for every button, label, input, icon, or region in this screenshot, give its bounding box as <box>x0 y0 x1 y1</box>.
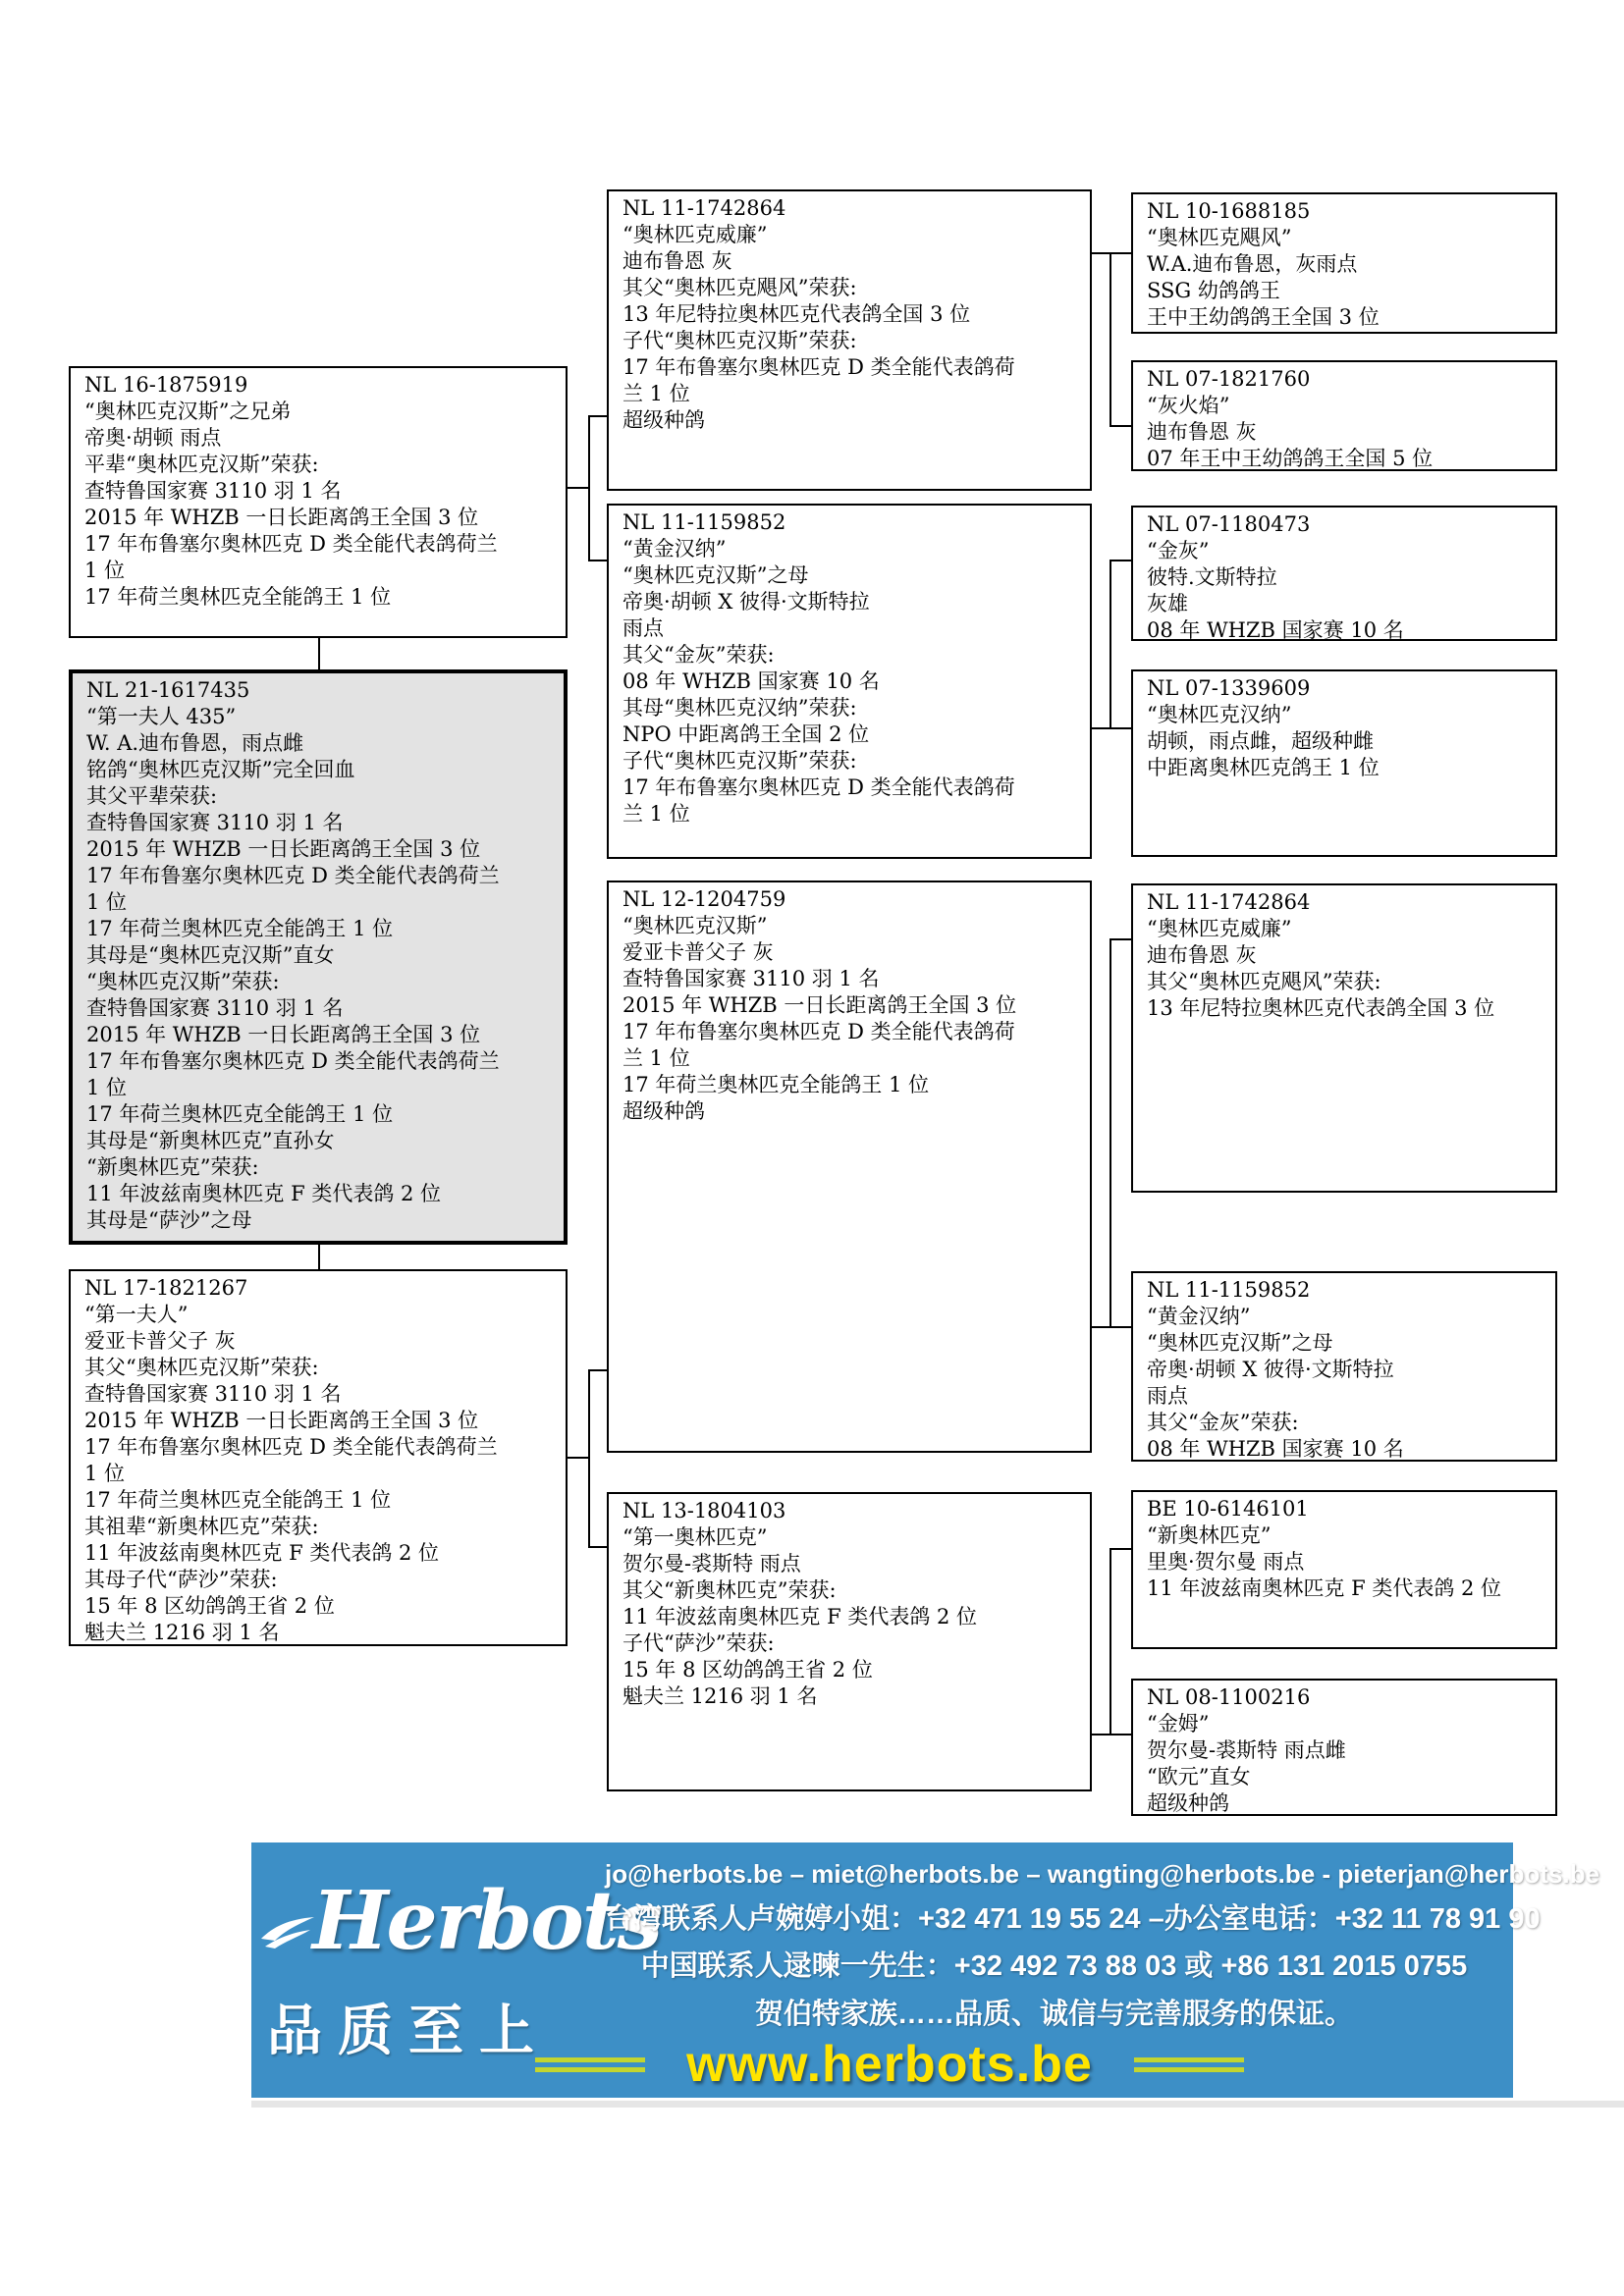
pedigree-line: 其父平辈荣获: <box>86 784 218 808</box>
pedigree-line: 其祖辈“新奥林匹克”荣获: <box>84 1515 319 1538</box>
pedigree-line: 其父“新奥林匹克”荣获: <box>623 1578 837 1602</box>
pedigree-line: 雨点 <box>1147 1384 1188 1408</box>
connector-line <box>588 1369 607 1371</box>
connector-line <box>568 1457 589 1459</box>
ring-number: NL 07-1821760 <box>1147 367 1311 391</box>
ring-number: NL 08-1100216 <box>1147 1685 1311 1709</box>
pedigree-line: “第一夫人” <box>84 1303 189 1326</box>
pedigree-line: “奥林匹克汉斯”之兄弟 <box>84 400 292 423</box>
ring-number: BE 10-6146101 <box>1147 1497 1309 1521</box>
connector-line <box>318 1245 320 1269</box>
pedigree-box-m3 <box>607 881 1092 1453</box>
pedigree-line: 查特鲁国家赛 3110 羽 1 名 <box>86 996 344 1020</box>
pedigree-line: 子代“萨沙”荣获: <box>623 1631 775 1655</box>
pedigree-line: “奥林匹克汉斯” <box>623 914 768 937</box>
divider-lines-left <box>535 2057 645 2072</box>
ring-number: NL 07-1180473 <box>1147 512 1311 536</box>
banner-url-row <box>497 2035 1282 2094</box>
ring-number: NL 21-1617435 <box>86 678 250 702</box>
connector-line <box>1110 1548 1131 1550</box>
pedigree-line: 其父“金灰”荣获: <box>623 643 775 667</box>
connector-line <box>1110 938 1131 940</box>
pedigree-box-r4 <box>1131 669 1557 857</box>
pedigree-line: 平辈“奥林匹克汉斯”荣获: <box>84 453 319 476</box>
pedigree-box-r5 <box>1131 883 1557 1193</box>
pedigree-line: “黄金汉纳” <box>623 537 727 561</box>
connector-line <box>1110 425 1131 427</box>
pedigree-line: 2015 年 WHZB 一日长距离鸽王全国 3 位 <box>84 1409 479 1432</box>
pedigree-line: 子代“奥林匹克汉斯”荣获: <box>623 329 857 352</box>
pedigree-line: 其母是“萨沙”之母 <box>86 1208 252 1232</box>
pedigree-line: 11 年波兹南奥林匹克 F 类代表鸽 2 位 <box>84 1541 440 1565</box>
pedigree-line: 17 年荷兰奥林匹克全能鸽王 1 位 <box>84 585 392 609</box>
pedigree-line: “欧元”直女 <box>1147 1765 1251 1789</box>
page-edge-line <box>251 2101 1624 2108</box>
pedigree-line: 17 年布鲁塞尔奥林匹克 D 类全能代表鸽荷兰 <box>86 864 500 887</box>
connector-line <box>1110 252 1111 427</box>
pedigree-box-r3 <box>1131 506 1557 641</box>
pedigree-line: 魁夫兰 1216 羽 1 名 <box>84 1621 280 1644</box>
pedigree-line: 超级种鸽 <box>623 1099 705 1123</box>
pedigree-line: 其父“奥林匹克飓风”荣获: <box>1147 970 1381 993</box>
pedigree-line: 帝奥·胡顿 X 彼得·文斯特拉 <box>1147 1358 1394 1381</box>
pedigree-line: “金灰” <box>1147 539 1210 562</box>
pedigree-line: 1 位 <box>84 1462 126 1485</box>
pedigree-line: 1 位 <box>84 559 126 582</box>
ring-number: NL 11-1742864 <box>1147 890 1311 914</box>
pedigree-box-l3 <box>69 1269 568 1646</box>
pedigree-box-m2 <box>607 504 1092 859</box>
connector-line <box>1110 560 1111 729</box>
pedigree-line: 迪布鲁恩 灰 <box>623 249 732 273</box>
pedigree-line: “奥林匹克汉斯”之母 <box>623 563 809 587</box>
banner-tagline: 贺伯特家族……品质、诚信与完善服务的保证。 <box>754 1999 1353 2030</box>
pedigree-line: 其父“金灰”荣获: <box>1147 1411 1299 1434</box>
connector-line <box>1092 1326 1131 1328</box>
pedigree-line: 08 年 WHZB 国家赛 10 名 <box>1147 618 1404 642</box>
pedigree-line: 子代“奥林匹克汉斯”荣获: <box>623 749 857 773</box>
pedigree-box-r8 <box>1131 1679 1557 1816</box>
connector-line <box>588 560 607 561</box>
connector-line <box>1110 938 1111 1328</box>
pedigree-line: 彼特.文斯特拉 <box>1147 565 1277 589</box>
connector-line <box>318 638 320 669</box>
pedigree-line: 雨点 <box>623 616 664 640</box>
pedigree-line: 里奥·贺尔曼 雨点 <box>1147 1550 1305 1574</box>
pedigree-line: 2015 年 WHZB 一日长距离鸽王全国 3 位 <box>86 837 481 861</box>
pedigree-line: 1 位 <box>86 1076 128 1099</box>
pedigree-line: 17 年荷兰奥林匹克全能鸽王 1 位 <box>84 1488 392 1512</box>
ring-number: NL 10-1688185 <box>1147 199 1311 223</box>
pedigree-line: 17 年荷兰奥林匹克全能鸽王 1 位 <box>86 917 394 940</box>
herbots-logo-subtext: 品质至上 <box>267 2000 550 2061</box>
pedigree-line: 胡顿，雨点雌，超级种雌 <box>1147 729 1374 753</box>
pedigree-line: 兰 1 位 <box>623 1046 690 1070</box>
pedigree-line: NPO 中距离鸽王全国 2 位 <box>623 722 870 746</box>
herbots-wing-icon <box>259 1909 318 1959</box>
pedigree-line: 其母是“奥林匹克汉斯”直女 <box>86 943 335 967</box>
pedigree-line: SSG 幼鸽鸽王 <box>1147 279 1280 302</box>
pedigree-line: “奥林匹克汉斯”之母 <box>1147 1331 1333 1355</box>
pedigree-line: “金姆” <box>1147 1712 1210 1735</box>
pedigree-line: 17 年荷兰奥林匹克全能鸽王 1 位 <box>86 1102 394 1126</box>
ring-number: NL 11-1159852 <box>1147 1278 1311 1302</box>
pedigree-box-m4 <box>607 1492 1092 1791</box>
pedigree-line: 2015 年 WHZB 一日长距离鸽王全国 3 位 <box>84 506 479 529</box>
pedigree-line: 08 年 WHZB 国家赛 10 名 <box>1147 1437 1404 1461</box>
pedigree-line: “奥林匹克汉斯”荣获: <box>86 970 280 993</box>
connector-line <box>1092 727 1131 729</box>
pedigree-line: 中距离奥林匹克鸽王 1 位 <box>1147 756 1380 779</box>
pedigree-box-r7 <box>1131 1490 1557 1649</box>
ring-number: NL 07-1339609 <box>1147 676 1311 700</box>
pedigree-line: “第一夫人 435” <box>86 705 237 728</box>
pedigree-line: 15 年 8 区幼鸽鸽王省 2 位 <box>623 1658 873 1682</box>
pedigree-line: 11 年波兹南奥林匹克 F 类代表鸽 2 位 <box>1147 1576 1502 1600</box>
banner-taiwan-contact: 台湾联系人卢婉婷小姐：+32 471 19 55 24 –办公室电话：+32 11 78 91 90 <box>605 1903 1541 1935</box>
ring-number: NL 13-1804103 <box>623 1499 786 1522</box>
divider-lines-right <box>1134 2057 1244 2072</box>
herbots-logo-text: Herbots <box>312 1874 661 1968</box>
pedigree-line: 灰雄 <box>1147 592 1188 615</box>
pedigree-line: 17 年布鲁塞尔奥林匹克 D 类全能代表鸽荷 <box>623 775 1015 799</box>
pedigree-line: 11 年波兹南奥林匹克 F 类代表鸽 2 位 <box>623 1605 978 1629</box>
pedigree-line: 13 年尼特拉奥林匹克代表鸽全国 3 位 <box>623 302 971 326</box>
connector-line <box>588 415 607 417</box>
pedigree-box-l1 <box>69 366 568 638</box>
pedigree-line: 贺尔曼-裘斯特 雨点雌 <box>1147 1738 1346 1762</box>
pedigree-line: 17 年布鲁塞尔奥林匹克 D 类全能代表鸽荷兰 <box>84 532 498 556</box>
pedigree-line: “奥林匹克汉纳” <box>1147 703 1292 726</box>
connector-line <box>588 1369 590 1548</box>
ring-number: NL 12-1204759 <box>623 887 786 911</box>
pedigree-line: 15 年 8 区幼鸽鸽王省 2 位 <box>84 1594 335 1618</box>
pedigree-line: 查特鲁国家赛 3110 羽 1 名 <box>84 479 342 503</box>
pedigree-line: “奥林匹克威廉” <box>1147 917 1292 940</box>
connector-line <box>588 1546 607 1548</box>
pedigree-line: 07 年王中王幼鸽鸽王全国 5 位 <box>1147 447 1434 470</box>
pedigree-box-m1 <box>607 189 1092 491</box>
pedigree-line: 查特鲁国家赛 3110 羽 1 名 <box>86 811 344 834</box>
pedigree-line: “新奥林匹克”荣获: <box>86 1155 259 1179</box>
pedigree-line: 2015 年 WHZB 一日长距离鸽王全国 3 位 <box>623 993 1017 1017</box>
pedigree-line: 兰 1 位 <box>623 802 690 826</box>
pedigree-line: 迪布鲁恩 灰 <box>1147 420 1257 444</box>
pedigree-line: 13 年尼特拉奥林匹克代表鸽全国 3 位 <box>1147 996 1495 1020</box>
pedigree-line: 1 位 <box>86 890 128 914</box>
pedigree-line: 其父“奥林匹克飓风”荣获: <box>623 276 857 299</box>
pedigree-box-l2 <box>69 669 568 1245</box>
pedigree-line: 贺尔曼-裘斯特 雨点 <box>623 1552 801 1575</box>
pedigree-box-r2 <box>1131 360 1557 471</box>
pedigree-line: 其母是“新奥林匹克”直孙女 <box>86 1129 335 1152</box>
pedigree-line: 其父“奥林匹克汉斯”荣获: <box>84 1356 319 1379</box>
pedigree-line: 超级种鸽 <box>1147 1791 1229 1815</box>
ring-number: NL 11-1742864 <box>623 196 786 220</box>
pedigree-line: 17 年布鲁塞尔奥林匹克 D 类全能代表鸽荷兰 <box>84 1435 498 1459</box>
ring-number: NL 17-1821267 <box>84 1276 248 1300</box>
pedigree-line: W.A.迪布鲁恩，灰雨点 <box>1147 252 1358 276</box>
pedigree-line: 17 年荷兰奥林匹克全能鸽王 1 位 <box>623 1073 930 1096</box>
pedigree-line: 17 年布鲁塞尔奥林匹克 D 类全能代表鸽荷兰 <box>86 1049 500 1073</box>
banner-website-url: www.herbots.be <box>686 2036 1093 2093</box>
pedigree-line: W. A.迪布鲁恩，雨点雌 <box>86 731 304 755</box>
connector-line <box>1110 560 1131 561</box>
ring-number: NL 11-1159852 <box>623 510 786 534</box>
ring-number: NL 16-1875919 <box>84 373 248 397</box>
pedigree-line: “奥林匹克威廉” <box>623 223 768 246</box>
connector-line <box>588 415 590 561</box>
pedigree-line: 其母“奥林匹克汉纳”荣获: <box>623 696 857 720</box>
pedigree-line: “黄金汉纳” <box>1147 1305 1251 1328</box>
banner-emails: jo@herbots.be – miet@herbots.be – wangting@herbots.be - pieterjan@herbots.be <box>605 1859 1599 1889</box>
pedigree-line: 查特鲁国家赛 3110 羽 1 名 <box>84 1382 342 1406</box>
connector-line <box>1092 252 1131 254</box>
pedigree-line: 铭鸽“奥林匹克汉斯”完全回血 <box>86 758 355 781</box>
pedigree-line: 帝奥·胡顿 雨点 <box>84 426 222 450</box>
pedigree-line: 17 年布鲁塞尔奥林匹克 D 类全能代表鸽荷 <box>623 1020 1015 1043</box>
pedigree-line: 查特鲁国家赛 3110 羽 1 名 <box>623 967 880 990</box>
pedigree-line: 2015 年 WHZB 一日长距离鸽王全国 3 位 <box>86 1023 481 1046</box>
connector-line <box>568 487 589 489</box>
connector-line <box>1110 1548 1111 1735</box>
banner-china-contact: 中国联系人逯暕一先生：+32 492 73 88 03 或 +86 131 2015 0755 <box>640 1950 1468 1982</box>
pedigree-line: 爱亚卡普父子 灰 <box>623 940 774 964</box>
pedigree-line: 超级种鸽 <box>623 408 705 432</box>
pedigree-box-r1 <box>1131 192 1557 334</box>
banner-contact-block <box>605 1852 1599 1990</box>
pedigree-line: 其母子代“萨沙”荣获: <box>84 1568 278 1591</box>
pedigree-line: 迪布鲁恩 灰 <box>1147 943 1257 967</box>
pedigree-line: 11 年波兹南奥林匹克 F 类代表鸽 2 位 <box>86 1182 442 1205</box>
pedigree-line: “奥林匹克飓风” <box>1147 226 1292 249</box>
herbots-banner <box>251 1842 1599 2098</box>
pedigree-line: “新奥林匹克” <box>1147 1523 1272 1547</box>
pedigree-line: 08 年 WHZB 国家赛 10 名 <box>623 669 880 693</box>
pedigree-line: 17 年布鲁塞尔奥林匹克 D 类全能代表鸽荷 <box>623 355 1015 379</box>
pedigree-line: 帝奥·胡顿 X 彼得·文斯特拉 <box>623 590 870 614</box>
pedigree-box-r6 <box>1131 1271 1557 1462</box>
pedigree-line: 爱亚卡普父子 灰 <box>84 1329 236 1353</box>
connector-line <box>1092 1734 1131 1735</box>
pedigree-line: “第一奥林匹克” <box>623 1525 768 1549</box>
pedigree-line: “灰火焰” <box>1147 394 1230 417</box>
pedigree-line: 兰 1 位 <box>623 382 690 405</box>
pedigree-line: 王中王幼鸽鸽王全国 3 位 <box>1147 305 1380 329</box>
pedigree-line: 魁夫兰 1216 羽 1 名 <box>623 1684 818 1708</box>
